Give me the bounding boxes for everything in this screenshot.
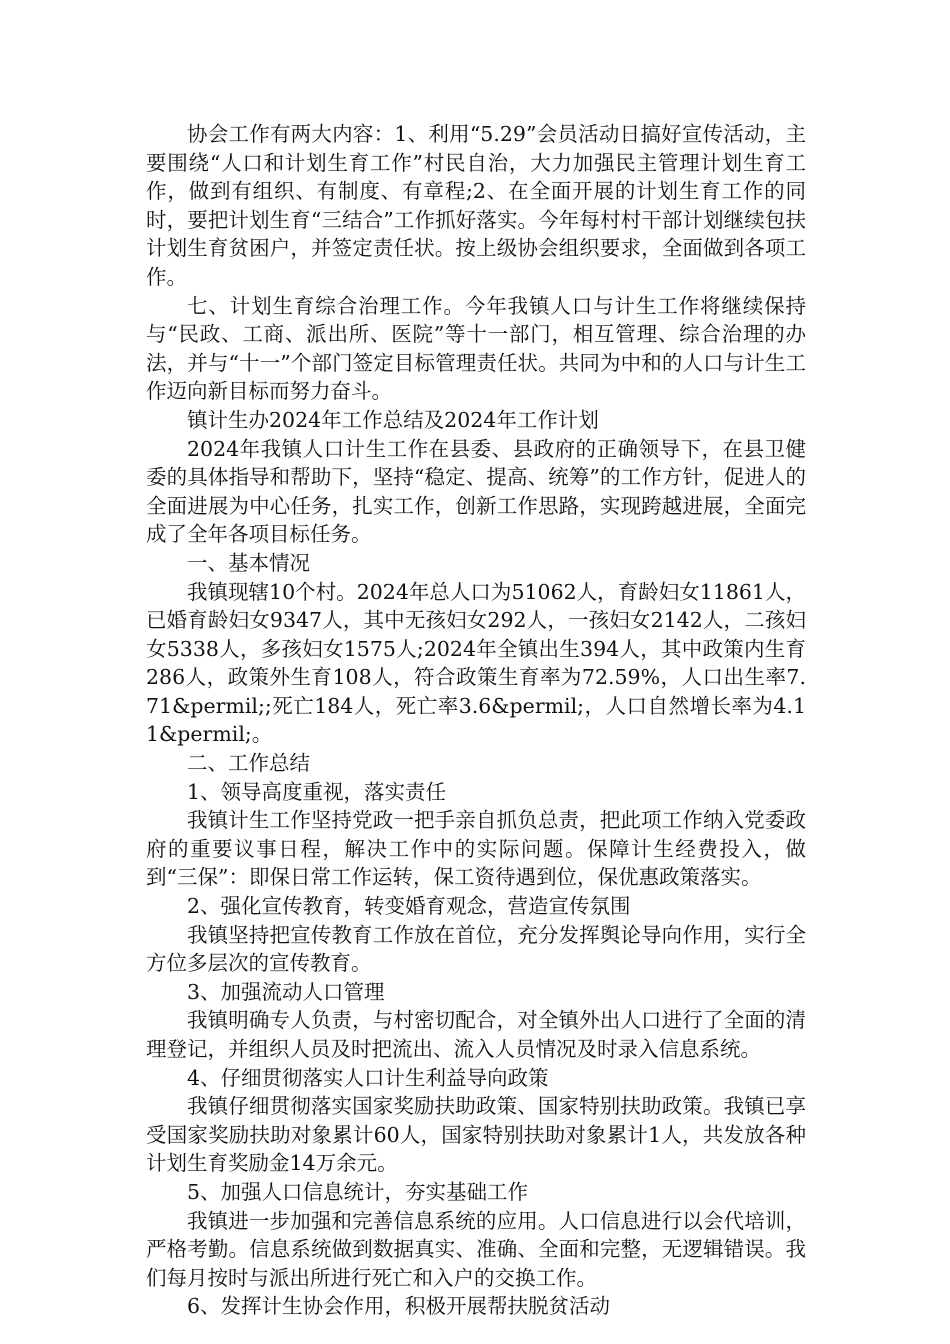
- paragraph-comprehensive-governance: 七、计划生育综合治理工作。今年我镇人口与计生工作将继续保持与“民政、工商、派出所、医院”等十一部门，相互管理、综合治理的办法，并与“十一”个部门签定目标管理责任状。共同为中和的人口与计生工作迈向新目标而努力奋斗。: [146, 293, 806, 404]
- subheading-incentive-policy: 4、仔细贯彻落实人口计生利益导向政策: [187, 1065, 549, 1090]
- subheading-leadership: 1、领导高度重视，落实责任: [187, 779, 447, 804]
- subheading-population-statistics: 5、加强人口信息统计，夯实基础工作: [187, 1179, 529, 1204]
- paragraph-incentive-policy: 我镇仔细贯彻落实国家奖励扶助政策、国家特别扶助政策。我镇已享受国家奖励扶助对象累计60人，国家特别扶助对象累计1人，共发放各种计划生育奖励金14万余元。: [146, 1094, 806, 1176]
- subheading-association-role: 6、发挥计生协会作用，积极开展帮扶脱贫活动: [187, 1294, 611, 1319]
- subheading-publicity: 2、强化宣传教育，转变婚育观念，营造宣传氛围: [187, 894, 631, 919]
- section-heading-basic-situation: 一、基本情况: [187, 550, 310, 575]
- document-body: [146, 120, 806, 1321]
- paragraph-leadership: 我镇计生工作坚持党政一把手亲自抓负总责，把此项工作纳入党委政府的重要议事日程，解决工作中的实际问题。保障计生经费投入，做到“三保”：即保日常工作运转，保工资待遇到位，保优惠政策落实。: [146, 808, 806, 890]
- paragraph-basic-situation: 我镇现辖10个村。2024年总人口为51062人，育龄妇女11861人，已婚育龄妇女9347人，其中无孩妇女292人，一孩妇女2142人，二孩妇女5338人，多孩妇女1575人;2024年全镇出生394人，其中政策内生育286人，政策外生育108人，符合政策生育率为72.59%，人口出生率7.71&permil;;死亡184人，死亡率3.6&permil;，人口自然增长率为4.11&permil;。: [146, 579, 806, 747]
- paragraph-population-statistics: 我镇进一步加强和完善信息系统的应用。人口信息进行以会代培训，严格考勤。信息系统做到数据真实、准确、全面和完整，无逻辑错误。我们每月按时与派出所进行死亡和入户的交换工作。: [146, 1208, 806, 1290]
- document-title: 镇计生办2024年工作总结及2024年工作计划: [187, 407, 599, 432]
- paragraph-association-work: 协会工作有两大内容：1、利用“5.29”会员活动日搞好宣传活动，主要围绕“人口和计划生育工作”村民自治，大力加强民主管理计划生育工作，做到有组织、有制度、有章程;2、在全面开展的计划生育工作的同时，要把计划生育“三结合”工作抓好落实。今年每村村干部计划继续包扶计划生育贫困户，并签定责任状。按上级协会组织要求，全面做到各项工作。: [146, 122, 806, 289]
- paragraph-floating-population: 我镇明确专人负责，与村密切配合，对全镇外出人口进行了全面的清理登记，并组织人员及时把流出、流入人员情况及时录入信息系统。: [146, 1008, 806, 1061]
- paragraph-intro: 2024年我镇人口计生工作在县委、县政府的正确领导下，在县卫健委的具体指导和帮助下，坚持“稳定、提高、统筹”的工作方针，促进人的全面进展为中心任务，扎实工作，创新工作思路，实现跨越进展，全面完成了全年各项目标任务。: [146, 436, 806, 547]
- subheading-floating-population: 3、加强流动人口管理: [187, 979, 385, 1004]
- section-heading-work-summary: 二、工作总结: [187, 751, 310, 776]
- paragraph-publicity: 我镇坚持把宣传教育工作放在首位，充分发挥舆论导向作用，实行全方位多层次的宣传教育。: [146, 922, 806, 976]
